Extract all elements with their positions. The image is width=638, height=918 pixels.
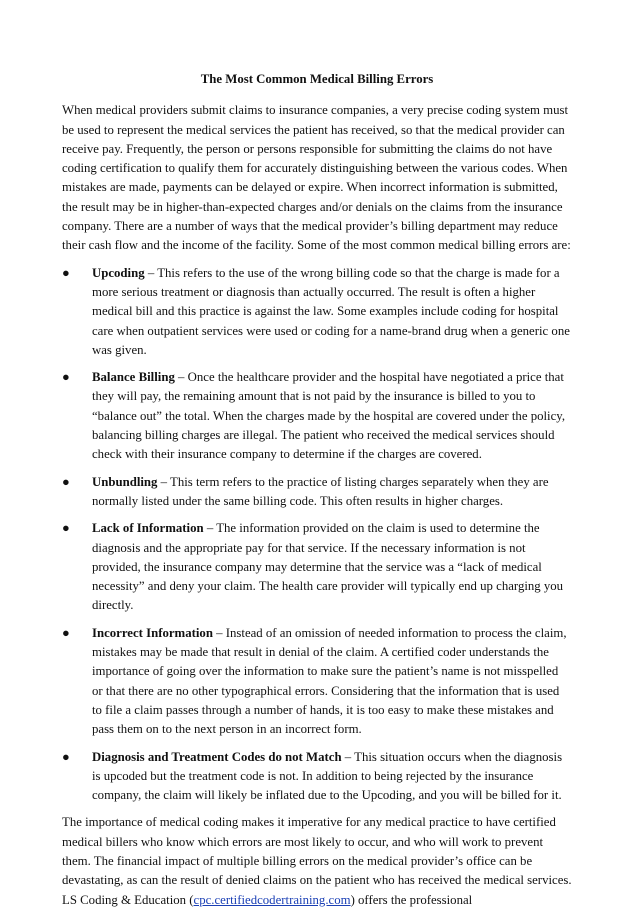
bullet-icon: ● <box>62 521 70 536</box>
error-term: Upcoding <box>92 265 145 280</box>
bullet-icon: ● <box>62 265 70 280</box>
error-term: Lack of Information <box>92 521 204 536</box>
error-description: – This refers to the use of the wrong billing code so that the charge is made for a more serious treatment or diagnosis than actually occurred. The result is often a higher medical bill and this practice is against the law. Some examples include coding for hospital care when outpatient services were used or coding for a name-brand drug when a generic one was given. <box>92 265 570 357</box>
bullet-icon: ● <box>62 370 70 385</box>
billing-errors-list <box>62 264 572 806</box>
list-item-incorrect-information <box>62 624 572 740</box>
error-term: Incorrect Information <box>92 625 213 640</box>
error-term: Unbundling <box>92 474 158 489</box>
error-description: – Once the healthcare provider and the hospital have negotiated a price that they will pay, the remaining amount that is not paid by the insurance is billed to you to “balance out” the total. When the charges made by the hospital are covered under the policy, balancing billing charges are illegal. The patient who received the medical services should check with their insurance company to determine if the charges are covered. <box>92 370 566 462</box>
error-term: Balance Billing <box>92 370 175 385</box>
closing-text-end: ) offers the professional <box>350 892 473 907</box>
error-description: – The information provided on the claim is used to determine the diagnosis and the appropriate pay for that service. If the necessary information is not provided, the insurance company may determine that the service was a “lack of medical necessity” and deny your claim. The health care provider will typically end up charging you directly. <box>92 521 564 613</box>
error-description: – This situation occurs when the diagnosis is upcoded but the treatment code is not. In addition to being rejected by the insurance company, the claim will likely be inflated due to the Upcoding, and you will be billed for it. <box>92 749 563 803</box>
bullet-icon: ● <box>62 625 70 640</box>
bullet-icon: ● <box>62 749 70 764</box>
closing-text-start: The importance of medical coding makes it imperative for any medical practice to have certified medical billers who know which errors are most likely to occur, and who will work to prevent them. The financial impact of multiple billing errors on the medical provider’s office can be devastating, as can the result of denied claims on the patient who has received the medical services. LS Coding & Education ( <box>62 815 572 907</box>
document-page <box>62 70 572 918</box>
closing-paragraph <box>62 813 572 909</box>
document-title: The Most Common Medical Billing Errors <box>200 72 434 86</box>
list-item-codes-do-not-match <box>62 748 572 806</box>
training-website-link[interactable]: cpc.certifiedcodertraining.com <box>193 892 351 907</box>
list-item-upcoding <box>62 264 572 360</box>
error-description: – Instead of an omission of needed information to process the claim, mistakes may be made that result in denial of the claim. A certified coder understands the importance of going over the information to make sure the patient’s name is not misspelled or that there are no other typographical errors. Considering that the information that is used to file a claim passes through a number of hands, it is too easy to make these mistakes and pass them on to the next person in an incorrect form. <box>92 625 567 737</box>
list-item-unbundling <box>62 473 572 512</box>
error-term: Diagnosis and Treatment Codes do not Match <box>92 749 342 764</box>
intro-paragraph: When medical providers submit claims to insurance companies, a very precise coding system must be used to represent the medical services the patient has received, so that the medical provider can receive pay. Frequently, the person or persons responsible for submitting the claims do not have coding certification to qualify them for accurately distinguishing between the various codes. When mistakes are made, payments can be delayed or expire. When incorrect information is submitted, the result may be in higher-than-expected charges and/or denials on the claims from the insurance company. There are a number of ways that the medical provider’s billing department may reduce their cash flow and the income of the facility. Some of the most common medical billing errors are: <box>62 103 571 253</box>
error-description: – This term refers to the practice of listing charges separately when they are normally listed under the same billing code. This often results in higher charges. <box>92 474 549 508</box>
list-item-lack-of-information <box>62 519 572 615</box>
list-item-balance-billing <box>62 368 572 464</box>
bullet-icon: ● <box>62 474 70 489</box>
